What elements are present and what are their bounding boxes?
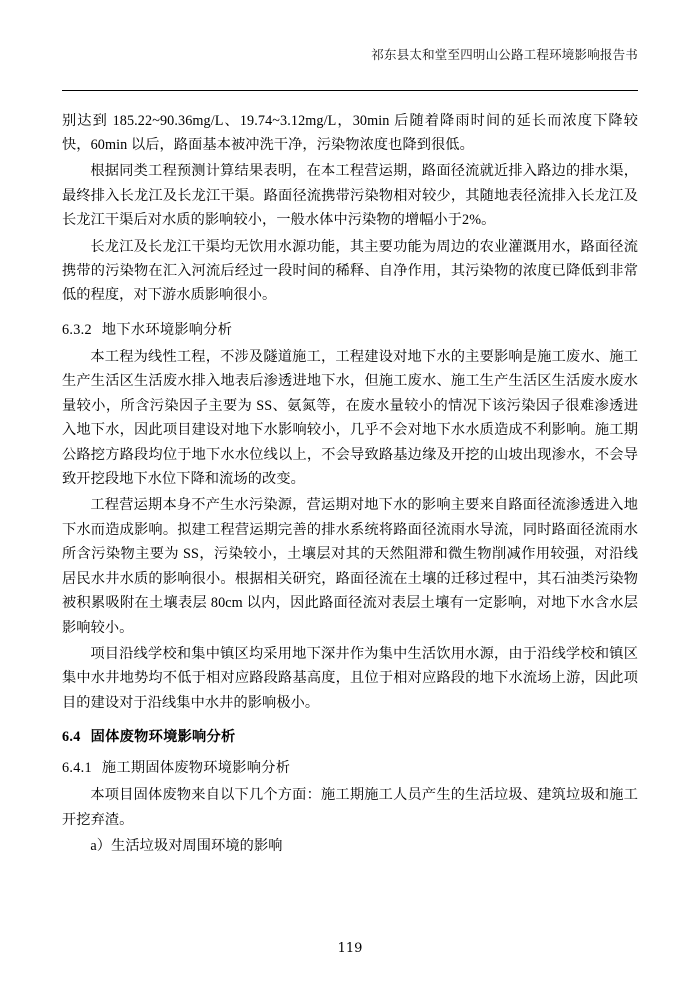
section-number: 6.3.2 (62, 321, 92, 338)
section-heading-6-3-2 (62, 319, 638, 339)
section-title: 地下水环境影响分析 (101, 321, 233, 338)
paragraph: 工程营运期本身不产生水污染源，营运期对地下水的影响主要来自路面径流渗透进入地下水而造成影响。拟建工程营运期完善的排水系统将路面径流雨水导流，同时路面径流雨水所含污染物主要为 SS，污染较小，土壤层对其的天然阻滞和微生物削减作用较强，对沿线居民水井水质的影响很小。根据相关研究，路面径流在土壤的迁移过程中，其石油类污染物被积累吸附在土壤表层 80cm 以内，因此路面径流对表层土壤有一定影响，对地下水含水层影响较小。 (62, 497, 638, 636)
running-header: 祁东县太和堂至四明山公路工程环境影响报告书 (371, 47, 638, 62)
section-number: 6.4 (62, 729, 81, 746)
section-6-3-2-body (62, 345, 638, 715)
section-number: 6.4.1 (62, 760, 92, 777)
section-title: 固体废物环境影响分析 (90, 729, 236, 746)
paragraph: 本工程为线性工程，不涉及隧道施工，工程建设对地下水的主要影响是施工废水、施工生产生活区生活废水排入地表后渗透进地下水，但施工废水、施工生产生活区生活废水废水量较小，所含污染因子主要为 SS、氨氮等，在废水量较小的情况下该污染因子很难渗透进入地下水，因此项目建设对地下水影响较小，几乎不会对地下水水质造成不利影响。施工期公路挖方路段均位于地下水水位线以上，不会导致路基边缘及开挖的山坡出现渗水，不会导致开挖段地下水位下降和流场的改变。 (62, 348, 638, 487)
paragraph: 别达到 185.22~90.36mg/L、19.74~3.12mg/L，30min 后随着降雨时间的延长而浓度下降较快，60min 以后，路面基本被冲洗干净，污染物浓度也降到很低。 (62, 112, 638, 153)
intro-paragraphs (62, 109, 638, 308)
paragraph: 根据同类工程预测计算结果表明，在本工程营运期，路面径流就近排入路边的排水渠，最终排入长龙江及长龙江干渠。路面径流携带污染物相对较少，其随地表径流排入长龙江及长龙江干渠后对水质的影响较小，一般水体中污染物的增幅小于2%。 (62, 163, 638, 229)
section-heading-6-4 (62, 726, 638, 746)
paragraph: a）生活垃圾对周围环境的影响 (90, 838, 283, 855)
section-heading-6-4-1 (62, 757, 638, 777)
header-divider (62, 90, 638, 91)
paragraph: 项目沿线学校和集中镇区均采用地下深井作为集中生活饮用水源，由于沿线学校和镇区集中水井地势均不低于相对应路段路基高度，且位于相对应路段的地下水流场上游，因此项目的建设对于沿线集中水井的影响极小。 (62, 645, 638, 711)
paragraph: 本项目固体废物来自以下几个方面：施工期施工人员产生的生活垃圾、建筑垃圾和施工开挖弃渣。 (62, 787, 638, 828)
page-number: 119 (337, 941, 363, 956)
section-title: 施工期固体废物环境影响分析 (101, 760, 291, 777)
section-6-4-1-body (62, 783, 638, 858)
paragraph: 长龙江及长龙江干渠均无饮用水源功能，其主要功能为周边的农业灌溉用水，路面径流携带的污染物在汇入河流后经过一段时间的稀释、自净作用，其污染物的浓度已降低到非常低的程度，对下游水质影响很小。 (62, 238, 638, 304)
